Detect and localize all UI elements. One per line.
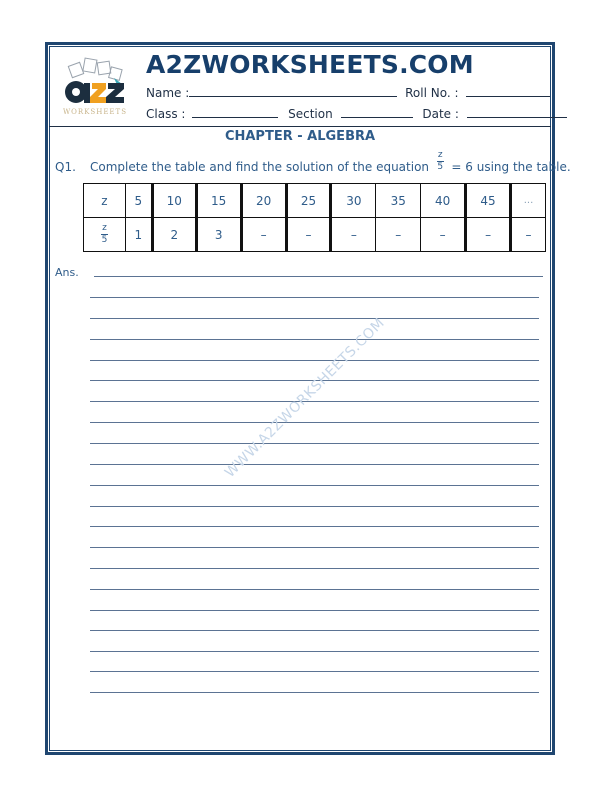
answer-line[interactable] <box>90 589 539 590</box>
date-label: Date : <box>422 107 459 121</box>
answer-line[interactable] <box>90 401 539 402</box>
table-cell: z <box>84 184 126 218</box>
table-row-z-over-5 <box>84 218 546 252</box>
name-roll-row <box>146 85 550 100</box>
chapter-title: CHAPTER - ALGEBRA <box>224 129 376 144</box>
answer-line[interactable] <box>90 485 539 486</box>
question-number: Q1. <box>55 160 76 174</box>
answer-line[interactable] <box>90 568 539 569</box>
answer-line[interactable] <box>90 297 539 298</box>
roll-label: Roll No. : <box>405 86 459 100</box>
answer-line[interactable] <box>90 464 539 465</box>
table-cell-blank[interactable]: – <box>241 218 286 252</box>
answer-line[interactable] <box>90 547 539 548</box>
question-text-before: Complete the table and find the solution of the equation <box>90 160 430 174</box>
table-cell: 20 <box>241 184 286 218</box>
question-text <box>90 150 571 174</box>
fraction-z-over-5: $\frac{z}{5}$ <box>101 223 108 245</box>
question-text-after: = 6 using the table. <box>451 160 571 174</box>
watermark: WWW.A2ZWORKSHEETS.COM <box>222 315 388 481</box>
table-cell-blank[interactable]: – <box>421 218 466 252</box>
table-cell: 5 <box>125 184 152 218</box>
date-field[interactable] <box>467 106 567 118</box>
table-cell: 10 <box>152 184 196 218</box>
section-label: Section <box>288 107 333 121</box>
table-cell: 35 <box>376 184 421 218</box>
answer-line[interactable] <box>90 630 539 631</box>
answer-line[interactable] <box>90 339 539 340</box>
table-cell: 40 <box>421 184 466 218</box>
answer-line[interactable] <box>90 692 539 693</box>
table-cell: 15 <box>196 184 241 218</box>
class-label: Class : <box>146 107 186 121</box>
table-cell-blank[interactable]: – <box>466 218 511 252</box>
table-cell-blank[interactable]: – <box>511 218 546 252</box>
roll-field[interactable] <box>466 85 550 97</box>
class-field[interactable] <box>192 106 278 118</box>
name-label: Name : <box>146 86 190 100</box>
answer-line[interactable] <box>90 526 539 527</box>
site-title: A2ZWORKSHEETS.COM <box>146 50 474 79</box>
table-cell: 30 <box>331 184 376 218</box>
table-cell-blank[interactable]: – <box>286 218 331 252</box>
class-section-date-row <box>146 106 567 121</box>
answer-line[interactable] <box>90 671 539 672</box>
answer-line[interactable] <box>94 276 543 277</box>
table-cell-blank[interactable]: – <box>376 218 421 252</box>
table-cell: 2 <box>152 218 196 252</box>
name-field[interactable] <box>189 85 397 97</box>
table-cell: 1 <box>125 218 152 252</box>
section-field[interactable] <box>341 106 413 118</box>
table-cell: 3 <box>196 218 241 252</box>
table-cell: ... <box>511 184 546 218</box>
a2z-logo-icon <box>56 56 134 118</box>
answer-line[interactable] <box>90 318 539 319</box>
table-cell: 25 <box>286 184 331 218</box>
answer-line[interactable] <box>90 422 539 423</box>
answer-line[interactable] <box>90 360 539 361</box>
answer-line[interactable] <box>90 506 539 507</box>
svg-text:WORKSHEETS: WORKSHEETS <box>62 108 128 116</box>
answer-line[interactable] <box>90 651 539 652</box>
table-row-z <box>84 184 546 218</box>
table-cell: 45 <box>466 184 511 218</box>
values-table <box>83 183 546 252</box>
table-cell-blank[interactable]: – <box>331 218 376 252</box>
answer-label: Ans. <box>55 266 79 279</box>
header-divider <box>49 126 551 127</box>
answer-line[interactable] <box>90 610 539 611</box>
answer-line[interactable] <box>90 443 539 444</box>
fraction-z-over-5: $\frac{z}{5}$ <box>437 150 444 172</box>
table-cell-fraction <box>84 218 126 252</box>
